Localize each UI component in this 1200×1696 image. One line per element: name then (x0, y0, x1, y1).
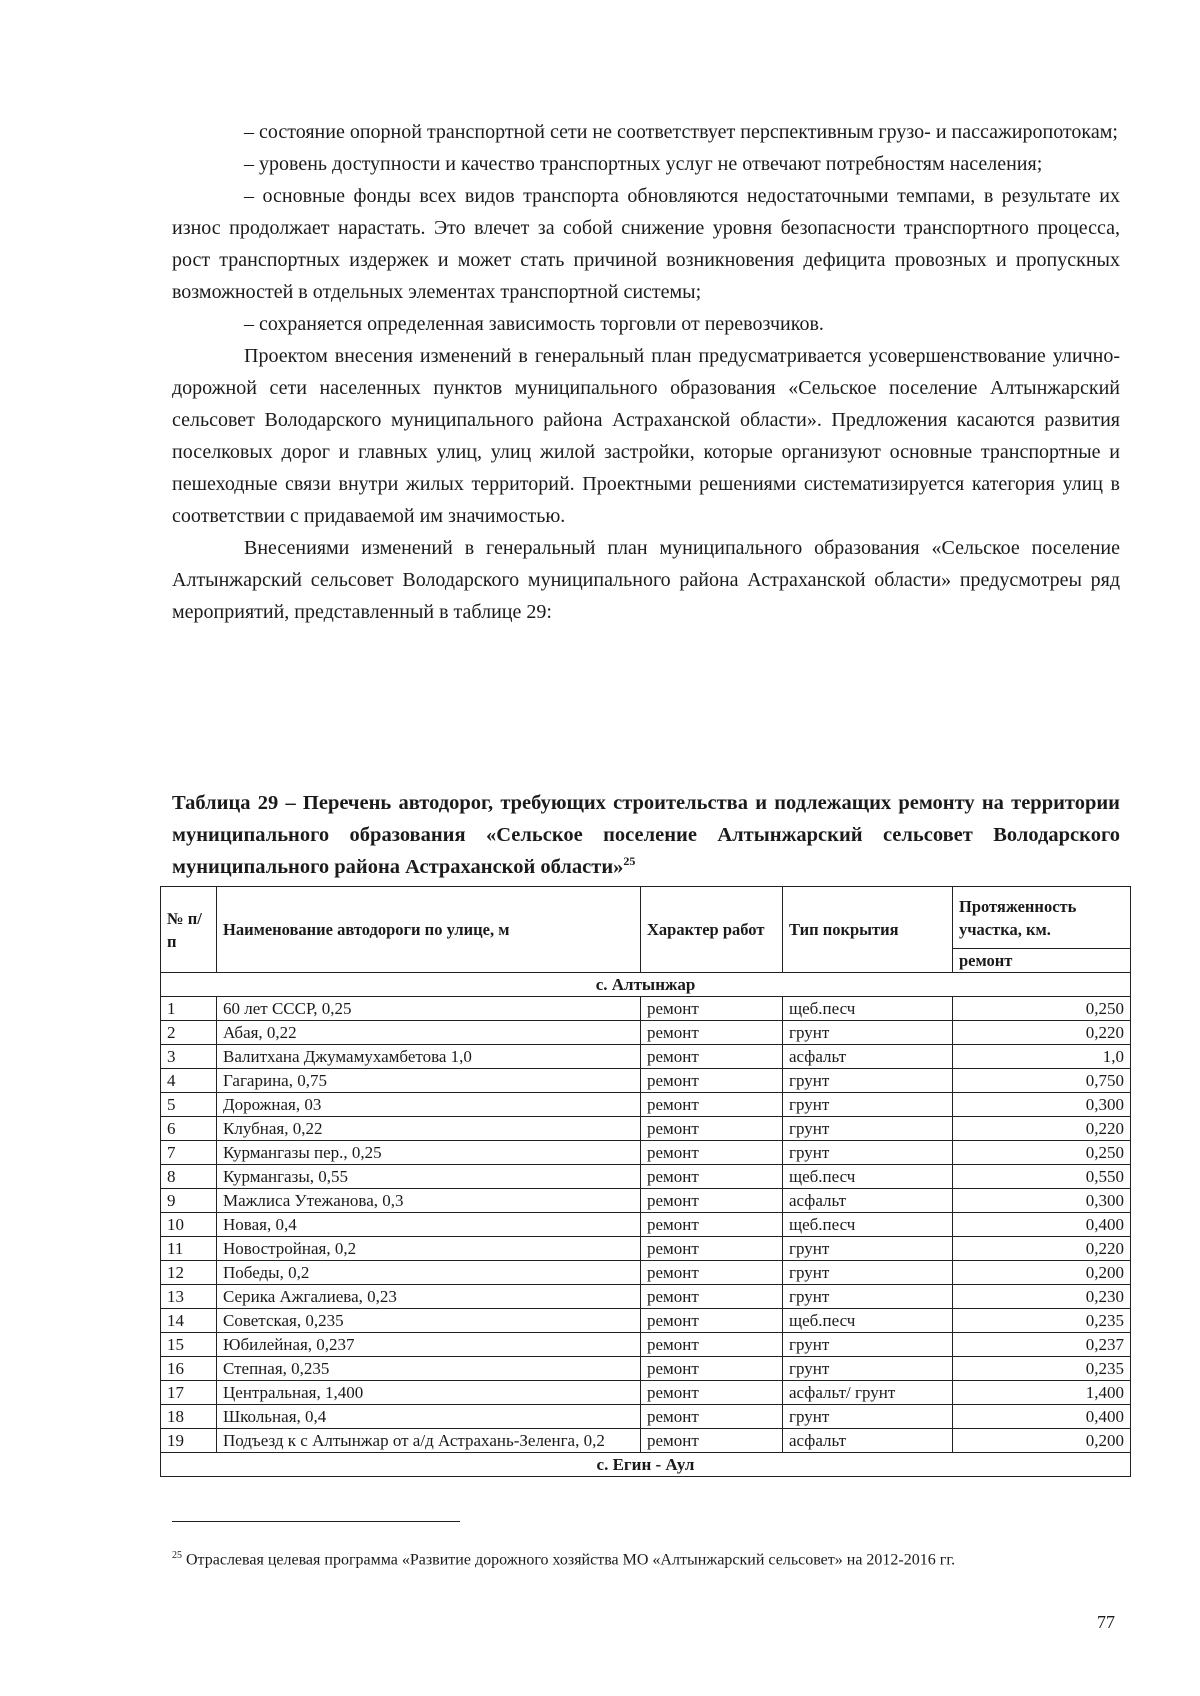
cell-surface: грунт (783, 1333, 953, 1357)
cell-name: Мажлиса Утежанова, 0,3 (217, 1189, 641, 1213)
roads-table (160, 886, 1131, 1477)
section-title: с. Егин - Аул (161, 1453, 1131, 1477)
table-row (161, 1165, 1131, 1189)
cell-name: Школьная, 0,4 (217, 1405, 641, 1429)
cell-length: 1,0 (953, 1045, 1131, 1069)
cell-work: ремонт (641, 1237, 783, 1261)
cell-num: 1 (161, 997, 217, 1021)
cell-surface: грунт (783, 1405, 953, 1429)
cell-name: Подъезд к с Алтынжар от а/д Астрахань-Зеленга, 0,2 (217, 1429, 641, 1453)
cell-num: 14 (161, 1309, 217, 1333)
cell-work: ремонт (641, 1381, 783, 1405)
table-row (161, 1021, 1131, 1045)
section-row (161, 1453, 1131, 1477)
cell-name: Новостройная, 0,2 (217, 1237, 641, 1261)
paragraph: Внесениями изменений в генеральный план муниципального образования «Сельское поселение Алтынжарский сельсовет Володарского муниципального района Астраханской области» предусмотреы ряд мероприятий, представленный в таблице 29: (172, 537, 1120, 623)
cell-length: 0,200 (953, 1429, 1131, 1453)
footnote (172, 1543, 1120, 1573)
bullet-item: – сохраняется определенная зависимость торговли от перевозчиков. (244, 313, 824, 335)
table-row (161, 1213, 1131, 1237)
table-row (161, 1117, 1131, 1141)
cell-name: Советская, 0,235 (217, 1309, 641, 1333)
cell-work: ремонт (641, 1189, 783, 1213)
cell-num: 3 (161, 1045, 217, 1069)
table-row (161, 1093, 1131, 1117)
cell-name: Центральная, 1,400 (217, 1381, 641, 1405)
cell-num: 17 (161, 1381, 217, 1405)
cell-surface: грунт (783, 1069, 953, 1093)
cell-surface: грунт (783, 1261, 953, 1285)
cell-surface: грунт (783, 1117, 953, 1141)
cell-num: 11 (161, 1237, 217, 1261)
cell-work: ремонт (641, 1309, 783, 1333)
cell-num: 8 (161, 1165, 217, 1189)
cell-length: 1,400 (953, 1381, 1131, 1405)
table-row (161, 1141, 1131, 1165)
cell-num: 9 (161, 1189, 217, 1213)
cell-name: Новая, 0,4 (217, 1213, 641, 1237)
table-row (161, 1429, 1131, 1453)
cell-surface: грунт (783, 1285, 953, 1309)
cell-work: ремонт (641, 1165, 783, 1189)
table-row (161, 1381, 1131, 1405)
cell-surface: асфальт/ грунт (783, 1381, 953, 1405)
cell-work: ремонт (641, 1213, 783, 1237)
header-length: Протяженность участка, км. (953, 887, 1131, 949)
header-name: Наименование автодороги по улице, м (217, 887, 641, 973)
table-row (161, 1237, 1131, 1261)
footnote-divider (172, 1521, 460, 1522)
cell-length: 0,250 (953, 1141, 1131, 1165)
cell-length: 0,750 (953, 1069, 1131, 1093)
cell-name: Гагарина, 0,75 (217, 1069, 641, 1093)
cell-work: ремонт (641, 1117, 783, 1141)
table-row (161, 1333, 1131, 1357)
section-title: с. Алтынжар (161, 973, 1131, 997)
table-body (161, 973, 1131, 1477)
cell-surface: асфальт (783, 1045, 953, 1069)
cell-length: 0,250 (953, 997, 1131, 1021)
table-row (161, 997, 1131, 1021)
cell-surface: щеб.песч (783, 997, 953, 1021)
cell-work: ремонт (641, 1285, 783, 1309)
table-row (161, 1357, 1131, 1381)
bullet-item: – уровень доступности и качество транспортных услуг не отвечают потребностям населения; (244, 153, 1043, 175)
section-row (161, 973, 1131, 997)
bullet-item: – состояние опорной транспортной сети не соответствует перспективным грузо- и пассажиропотокам; (244, 121, 1118, 143)
cell-surface: грунт (783, 1357, 953, 1381)
cell-num: 12 (161, 1261, 217, 1285)
cell-length: 0,400 (953, 1405, 1131, 1429)
footnote-text: Отраслевая целевая программа «Развитие дорожного хозяйства МО «Алтынжарский сельсовет» на 2012-2016 гг. (186, 1551, 956, 1569)
cell-length: 0,220 (953, 1237, 1131, 1261)
cell-num: 5 (161, 1093, 217, 1117)
cell-work: ремонт (641, 1261, 783, 1285)
table-row (161, 1309, 1131, 1333)
cell-name: Юбилейная, 0,237 (217, 1333, 641, 1357)
table-row (161, 1069, 1131, 1093)
cell-surface: грунт (783, 1093, 953, 1117)
cell-length: 0,235 (953, 1357, 1131, 1381)
cell-length: 0,235 (953, 1309, 1131, 1333)
cell-name: Курмангазы, 0,55 (217, 1165, 641, 1189)
cell-num: 18 (161, 1405, 217, 1429)
cell-num: 6 (161, 1117, 217, 1141)
cell-num: 13 (161, 1285, 217, 1309)
cell-length: 0,220 (953, 1021, 1131, 1045)
table-row (161, 1189, 1131, 1213)
cell-surface: грунт (783, 1237, 953, 1261)
cell-num: 2 (161, 1021, 217, 1045)
body-text (172, 116, 1120, 628)
cell-work: ремонт (641, 1405, 783, 1429)
header-num: № п/п (161, 887, 217, 973)
cell-num: 7 (161, 1141, 217, 1165)
cell-name: Победы, 0,2 (217, 1261, 641, 1285)
cell-length: 0,550 (953, 1165, 1131, 1189)
cell-work: ремонт (641, 1093, 783, 1117)
cell-name: Валитхана Джумамухамбетова 1,0 (217, 1045, 641, 1069)
cell-work: ремонт (641, 1045, 783, 1069)
cell-name: 60 лет СССР, 0,25 (217, 997, 641, 1021)
cell-length: 0,300 (953, 1093, 1131, 1117)
cell-surface: щеб.песч (783, 1165, 953, 1189)
cell-name: Степная, 0,235 (217, 1357, 641, 1381)
header-surface: Тип покрытия (783, 887, 953, 973)
cell-name: Клубная, 0,22 (217, 1117, 641, 1141)
cell-surface: щеб.песч (783, 1213, 953, 1237)
bullet-item: – основные фонды всех видов транспорта обновляются недостаточными темпами, в результате их износ продолжает нарастать. Это влечет за собой снижение уровня безопасности транспортного процесса, рост транспортных издержек и может стать причиной возникновения дефицита провозных и пропускных возможностей в отдельных элементах транспортной системы; (172, 185, 1120, 303)
cell-work: ремонт (641, 1429, 783, 1453)
cell-work: ремонт (641, 1021, 783, 1045)
cell-surface: грунт (783, 1141, 953, 1165)
table-row (161, 1405, 1131, 1429)
header-length-sub: ремонт (953, 949, 1131, 973)
cell-surface: асфальт (783, 1189, 953, 1213)
cell-length: 0,237 (953, 1333, 1131, 1357)
cell-num: 15 (161, 1333, 217, 1357)
cell-name: Дорожная, 03 (217, 1093, 641, 1117)
cell-num: 16 (161, 1357, 217, 1381)
cell-num: 19 (161, 1429, 217, 1453)
table-row (161, 1285, 1131, 1309)
cell-length: 0,200 (953, 1261, 1131, 1285)
table-row (161, 1261, 1131, 1285)
cell-name: Курмангазы пер., 0,25 (217, 1141, 641, 1165)
table-row (161, 1045, 1131, 1069)
table-caption (172, 787, 1120, 883)
cell-surface: щеб.песч (783, 1309, 953, 1333)
cell-name: Серика Ажгалиева, 0,23 (217, 1285, 641, 1309)
footnote-marker: 25 (172, 1550, 182, 1561)
footnote-reference[interactable]: 25 (623, 854, 636, 869)
cell-work: ремонт (641, 997, 783, 1021)
header-work: Характер работ (641, 887, 783, 973)
cell-work: ремонт (641, 1333, 783, 1357)
paragraph: Проектом внесения изменений в генеральный план предусматривается усовершенствование улично-дорожной сети населенных пунктов муниципального образования «Сельское поселение Алтынжарский сельсовет Володарского муниципального района Астраханской области». Предложения касаются развития поселковых дорог и главных улиц, улиц жилой застройки, которые организуют основные транспортные и пешеходные связи внутри жилых территорий. Проектными решениями систематизируется категория улиц в соответствии с придаваемой им значимостью. (172, 345, 1120, 527)
cell-work: ремонт (641, 1141, 783, 1165)
cell-length: 0,300 (953, 1189, 1131, 1213)
cell-length: 0,400 (953, 1213, 1131, 1237)
cell-work: ремонт (641, 1357, 783, 1381)
cell-num: 4 (161, 1069, 217, 1093)
cell-num: 10 (161, 1213, 217, 1237)
cell-length: 0,220 (953, 1117, 1131, 1141)
cell-surface: асфальт (783, 1429, 953, 1453)
cell-surface: грунт (783, 1021, 953, 1045)
table-caption-text: Таблица 29 – Перечень автодорог, требующих строительства и подлежащих ремонту на территории муниципального образования «Сельское поселение Алтынжарский сельсовет Володарского муниципального района Астраханской области» (172, 792, 1120, 878)
page-number: 77 (1097, 1612, 1115, 1632)
cell-name: Абая, 0,22 (217, 1021, 641, 1045)
cell-length: 0,230 (953, 1285, 1131, 1309)
cell-work: ремонт (641, 1069, 783, 1093)
